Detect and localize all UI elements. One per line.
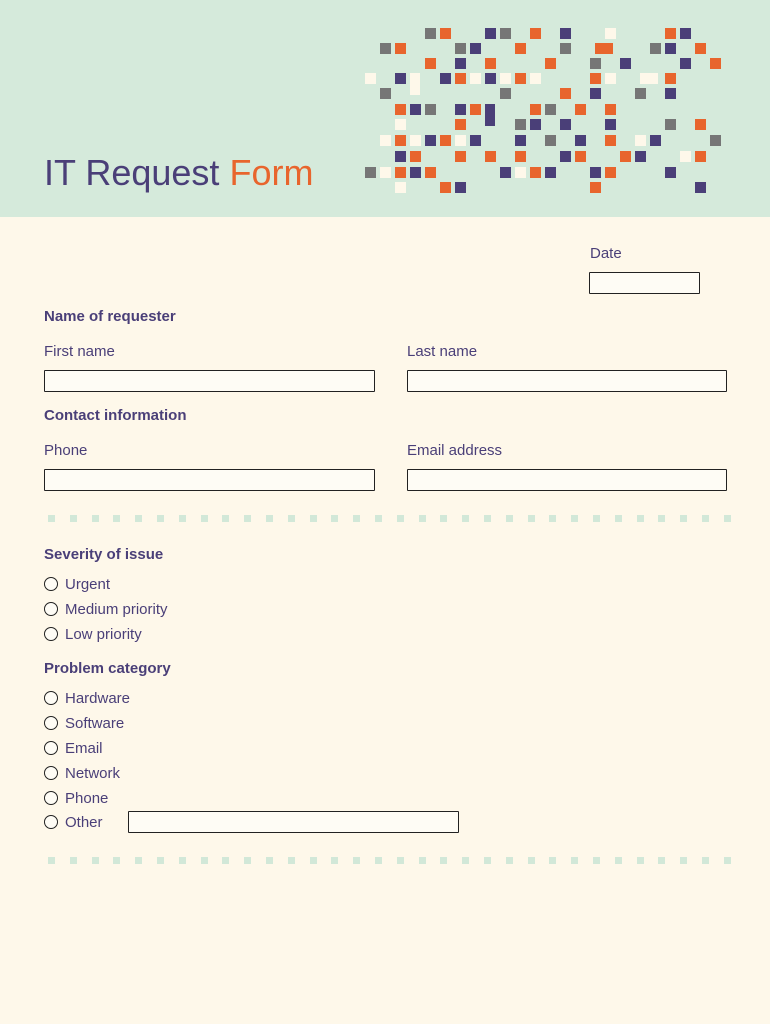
- divider-dot: [331, 515, 338, 522]
- pattern-square: [515, 151, 526, 162]
- category-section-heading: Problem category: [44, 660, 171, 677]
- date-field[interactable]: [589, 272, 700, 294]
- pattern-square: [605, 119, 616, 130]
- pattern-square: [455, 182, 466, 193]
- divider-dot: [658, 857, 665, 864]
- divider-dot: [179, 857, 186, 864]
- pattern-square: [470, 104, 481, 115]
- divider-dot: [680, 857, 687, 864]
- radio-button[interactable]: [44, 791, 58, 805]
- divider-dot: [702, 515, 709, 522]
- divider-dot: [92, 515, 99, 522]
- severity-section-heading: Severity of issue: [44, 546, 164, 563]
- pattern-square: [440, 73, 451, 84]
- phone-field[interactable]: [44, 469, 375, 491]
- pattern-square: [640, 73, 658, 84]
- pattern-square: [395, 135, 406, 146]
- last-name-label: Last name: [407, 343, 478, 360]
- divider-dot: [637, 857, 644, 864]
- divider-dot: [331, 857, 338, 864]
- pattern-square: [425, 135, 436, 146]
- pattern-square: [605, 167, 616, 178]
- pattern-square: [560, 88, 571, 99]
- pattern-square: [605, 135, 616, 146]
- divider-dot: [244, 515, 251, 522]
- pattern-square: [485, 73, 496, 84]
- divider-dot: [375, 515, 382, 522]
- divider-dot: [680, 515, 687, 522]
- divider-dot: [157, 515, 164, 522]
- divider-dot: [724, 857, 731, 864]
- pattern-square: [680, 28, 691, 39]
- pattern-square: [680, 151, 691, 162]
- pattern-square: [595, 43, 613, 54]
- pattern-square: [530, 73, 541, 84]
- divider-dot: [506, 857, 513, 864]
- contact-section-heading: Contact information: [44, 407, 187, 424]
- pattern-square: [620, 151, 631, 162]
- pattern-square: [455, 119, 466, 130]
- divider-dot: [484, 515, 491, 522]
- divider-dot: [222, 857, 229, 864]
- divider-dot: [310, 857, 317, 864]
- pattern-square: [515, 119, 526, 130]
- pattern-square: [680, 58, 691, 69]
- divider-dot: [375, 857, 382, 864]
- divider-dot: [113, 515, 120, 522]
- phone-label: Phone: [44, 442, 88, 459]
- pattern-square: [665, 28, 676, 39]
- pattern-square: [560, 119, 571, 130]
- pattern-square: [590, 73, 601, 84]
- category-option-network[interactable]: [44, 764, 120, 782]
- divider-dot: [70, 515, 77, 522]
- pattern-square: [650, 135, 661, 146]
- pattern-square: [590, 88, 601, 99]
- option-label: Urgent: [65, 575, 111, 593]
- option-label: Email: [65, 739, 103, 757]
- pattern-square: [455, 151, 466, 162]
- pattern-square: [440, 28, 451, 39]
- pattern-square: [695, 151, 706, 162]
- dotted-divider: [44, 515, 734, 523]
- date-label: Date: [590, 245, 622, 262]
- pattern-square: [425, 28, 436, 39]
- email-label: Email address: [407, 442, 503, 459]
- pattern-square: [455, 104, 466, 115]
- divider-dot: [179, 515, 186, 522]
- divider-dot: [528, 515, 535, 522]
- divider-dot: [48, 857, 55, 864]
- pattern-square: [485, 151, 496, 162]
- radio-button[interactable]: [44, 741, 58, 755]
- pattern-square: [665, 119, 676, 130]
- divider-dot: [462, 515, 469, 522]
- category-option-email[interactable]: [44, 739, 103, 757]
- pattern-square: [650, 43, 661, 54]
- pattern-square: [410, 104, 421, 115]
- category-option-phone[interactable]: [44, 789, 108, 807]
- divider-dot: [353, 857, 360, 864]
- divider-dot: [135, 857, 142, 864]
- pattern-square: [515, 73, 526, 84]
- option-label: Medium priority: [65, 600, 168, 618]
- pattern-square: [530, 104, 541, 115]
- dotted-divider: [44, 857, 734, 865]
- pattern-square: [470, 73, 481, 84]
- divider-dot: [397, 857, 404, 864]
- pattern-square: [425, 104, 436, 115]
- divider-dot: [702, 857, 709, 864]
- divider-dot: [135, 515, 142, 522]
- severity-option-medium[interactable]: [44, 600, 168, 618]
- divider-dot: [288, 515, 295, 522]
- divider-dot: [266, 515, 273, 522]
- divider-dot: [440, 515, 447, 522]
- pattern-square: [500, 28, 511, 39]
- divider-dot: [549, 515, 556, 522]
- pattern-square: [665, 73, 676, 84]
- pattern-square: [710, 58, 721, 69]
- divider-dot: [397, 515, 404, 522]
- email-field[interactable]: [407, 469, 727, 491]
- first-name-field[interactable]: [44, 370, 375, 392]
- pattern-square: [575, 104, 586, 115]
- pattern-square: [470, 43, 481, 54]
- pattern-square: [425, 58, 436, 69]
- pattern-square: [410, 167, 421, 178]
- pattern-square: [395, 182, 406, 193]
- divider-dot: [310, 515, 317, 522]
- pattern-square: [365, 73, 376, 84]
- pattern-square: [530, 28, 541, 39]
- pattern-square: [515, 43, 526, 54]
- radio-button[interactable]: [44, 577, 58, 591]
- pattern-square: [380, 88, 391, 99]
- divider-dot: [244, 857, 251, 864]
- pattern-square: [410, 73, 420, 95]
- divider-dot: [201, 515, 208, 522]
- pattern-square: [605, 73, 616, 84]
- divider-dot: [593, 515, 600, 522]
- category-option-hardware[interactable]: [44, 689, 130, 707]
- header-banner: [0, 0, 770, 217]
- pattern-square: [425, 167, 436, 178]
- pattern-square: [410, 135, 421, 146]
- divider-dot: [419, 515, 426, 522]
- radio-button[interactable]: [44, 602, 58, 616]
- divider-dot: [637, 515, 644, 522]
- pattern-square: [500, 88, 511, 99]
- pattern-square: [395, 167, 406, 178]
- pattern-square: [695, 43, 706, 54]
- pattern-square: [605, 28, 616, 39]
- pattern-square: [515, 135, 526, 146]
- pattern-square: [440, 182, 451, 193]
- divider-dot: [724, 515, 731, 522]
- requester-section-heading: Name of requester: [44, 308, 176, 325]
- pattern-square: [485, 104, 495, 126]
- pattern-square: [530, 167, 541, 178]
- pattern-square: [635, 151, 646, 162]
- pattern-square: [575, 135, 586, 146]
- category-option-other[interactable]: [44, 813, 103, 831]
- divider-dot: [419, 857, 426, 864]
- pattern-square: [665, 43, 676, 54]
- pattern-square: [395, 104, 406, 115]
- divider-dot: [571, 515, 578, 522]
- pattern-square: [500, 167, 511, 178]
- category-option-software[interactable]: [44, 714, 124, 732]
- pattern-square: [560, 28, 571, 39]
- divider-dot: [615, 515, 622, 522]
- pattern-square: [590, 167, 601, 178]
- pattern-square: [710, 135, 721, 146]
- pattern-square: [560, 43, 571, 54]
- pattern-square: [575, 151, 586, 162]
- page-title: [44, 152, 313, 194]
- pattern-square: [440, 135, 451, 146]
- divider-dot: [615, 857, 622, 864]
- pattern-square: [515, 167, 526, 178]
- option-label: Phone: [65, 789, 109, 807]
- pattern-square: [635, 135, 646, 146]
- pattern-square: [395, 151, 406, 162]
- divider-dot: [528, 857, 535, 864]
- divider-dot: [113, 857, 120, 864]
- divider-dot: [157, 857, 164, 864]
- pattern-square: [590, 58, 601, 69]
- pattern-square: [500, 73, 511, 84]
- pattern-square: [395, 43, 406, 54]
- divider-dot: [266, 857, 273, 864]
- option-label: Software: [65, 714, 125, 732]
- divider-dot: [462, 857, 469, 864]
- pattern-square: [380, 135, 391, 146]
- pattern-square: [620, 58, 631, 69]
- divider-dot: [593, 857, 600, 864]
- option-label: Hardware: [65, 689, 131, 707]
- divider-dot: [70, 857, 77, 864]
- pattern-square: [470, 135, 481, 146]
- radio-button[interactable]: [44, 815, 58, 829]
- pattern-square: [380, 167, 391, 178]
- divider-dot: [484, 857, 491, 864]
- pattern-square: [485, 58, 496, 69]
- divider-dot: [549, 857, 556, 864]
- divider-dot: [658, 515, 665, 522]
- divider-dot: [222, 515, 229, 522]
- divider-dot: [48, 515, 55, 522]
- pattern-square: [455, 135, 466, 146]
- divider-dot: [288, 857, 295, 864]
- pattern-square: [695, 119, 706, 130]
- pattern-square: [635, 88, 646, 99]
- divider-dot: [201, 857, 208, 864]
- pattern-square: [455, 73, 466, 84]
- pattern-square: [455, 58, 466, 69]
- pattern-square: [380, 43, 391, 54]
- title-part2: Form: [229, 152, 314, 193]
- first-name-label: First name: [44, 343, 115, 360]
- pattern-square: [545, 167, 556, 178]
- pattern-square: [395, 73, 406, 84]
- divider-dot: [92, 857, 99, 864]
- pattern-square: [695, 182, 706, 193]
- pattern-square: [410, 151, 421, 162]
- divider-dot: [571, 857, 578, 864]
- divider-dot: [506, 515, 513, 522]
- divider-dot: [440, 857, 447, 864]
- pattern-square: [365, 167, 376, 178]
- option-label: Network: [65, 764, 121, 782]
- other-category-field[interactable]: [128, 811, 459, 833]
- pattern-square: [395, 119, 406, 130]
- severity-option-low[interactable]: [44, 625, 142, 643]
- title-part1: IT Request: [44, 152, 220, 193]
- option-label: Low priority: [65, 625, 142, 643]
- pattern-square: [545, 104, 556, 115]
- pattern-square: [605, 104, 616, 115]
- radio-button[interactable]: [44, 766, 58, 780]
- radio-button[interactable]: [44, 691, 58, 705]
- pattern-square: [665, 88, 676, 99]
- radio-button[interactable]: [44, 627, 58, 641]
- pattern-square: [530, 119, 541, 130]
- pattern-square: [545, 58, 556, 69]
- pattern-square: [590, 182, 601, 193]
- severity-option-urgent[interactable]: [44, 575, 110, 593]
- divider-dot: [353, 515, 360, 522]
- pattern-square: [560, 151, 571, 162]
- pattern-square: [455, 43, 466, 54]
- option-label: Other: [65, 813, 103, 831]
- pattern-square: [485, 28, 496, 39]
- pattern-square: [665, 167, 676, 178]
- last-name-field[interactable]: [407, 370, 727, 392]
- radio-button[interactable]: [44, 716, 58, 730]
- pattern-square: [545, 135, 556, 146]
